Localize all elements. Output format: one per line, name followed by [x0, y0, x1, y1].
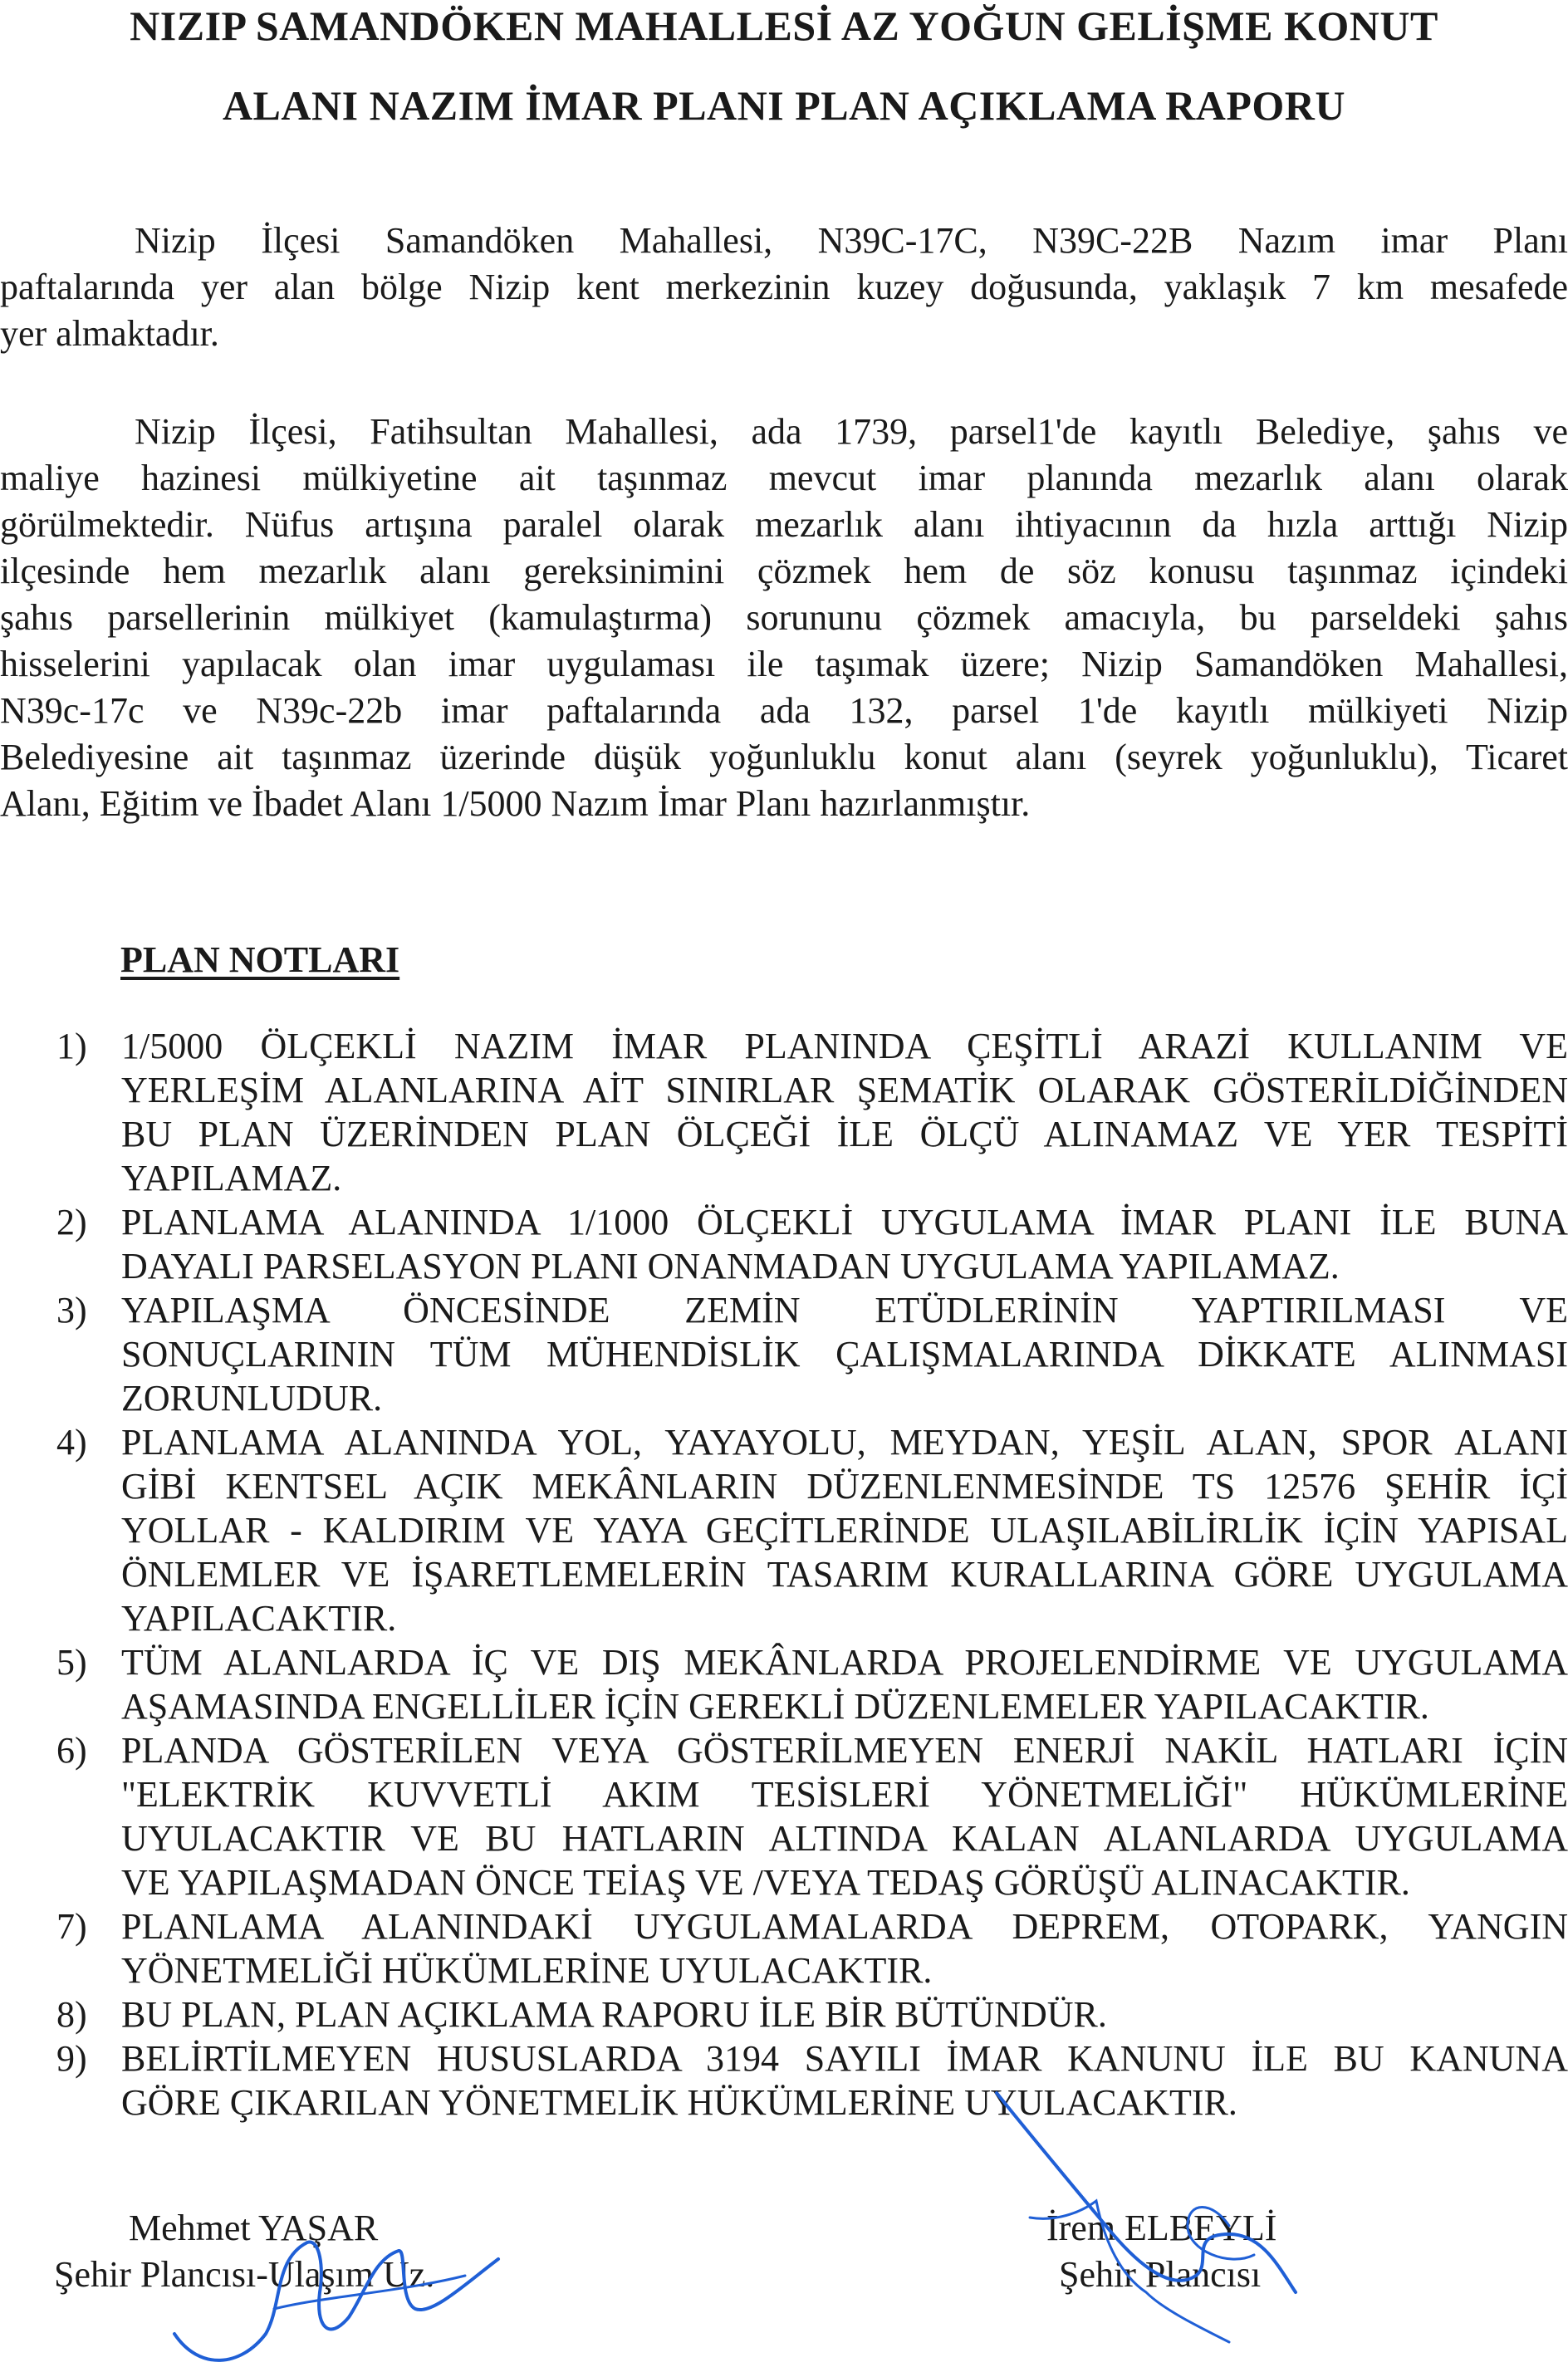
- plan-note-line: PLANLAMA ALANINDA 1/1000 ÖLÇEKLİ UYGULAMA İMAR PLANI İLE BUNA: [121, 1202, 1568, 1242]
- plan-note-line: VE YAPILAŞMADAN ÖNCE TEİAŞ VE /VEYA TEDAŞ GÖRÜŞÜ ALINACAKTIR.: [121, 1862, 1410, 1903]
- signatory-left: [54, 2205, 434, 2298]
- plan-note-line: ÖNLEMLER VE İŞARETLEMELERİN TASARIM KURALLARINA GÖRE UYGULAMA: [121, 1554, 1568, 1595]
- paragraph-line: hisselerini yapılacak olan imar uygulaması ile taşımak üzere; Nizip Samandöken Mahallesi,: [0, 644, 1568, 684]
- paragraph-line: Nizip İlçesi, Fatihsultan Mahallesi, ada 1739, parsel1'de kayıtlı Belediye, şahıs ve: [135, 411, 1568, 452]
- plan-note-number: 2): [56, 1202, 87, 1242]
- plan-note-item: [50, 1024, 1568, 1200]
- plan-note-line: SONUÇLARININ TÜM MÜHENDİSLİK ÇALIŞMALARINDA DİKKATE ALINMASI: [121, 1334, 1568, 1375]
- plan-note-item: [50, 1420, 1568, 1640]
- paragraph-line: ilçesinde hem mezarlık alanı gereksinimini çözmek hem de söz konusu taşınmaz içindeki: [0, 551, 1568, 591]
- paragraph-line: yer almaktadır.: [0, 313, 219, 354]
- plan-note-line: UYULACAKTIR VE BU HATLARIN ALTINDA KALAN ALANLARDA UYGULAMA: [121, 1818, 1568, 1859]
- plan-note-item: [50, 1728, 1568, 1904]
- signatory-name: Mehmet YAŞAR: [129, 2208, 379, 2248]
- plan-note-line: BU PLAN, PLAN AÇIKLAMA RAPORU İLE BİR BÜTÜNDÜR.: [121, 1994, 1107, 2035]
- paragraph-line: maliye hazinesi mülkiyetine ait taşınmaz mevcut imar planında mezarlık alanı olarak: [0, 458, 1568, 498]
- signatory-name: İrem ELBEYLİ: [1046, 2208, 1277, 2248]
- document-title-line-1: NIZIP SAMANDÖKEN MAHALLESİ AZ YOĞUN GELİŞME KONUT: [130, 2, 1438, 49]
- plan-note-line: TÜM ALANLARDA İÇ VE DIŞ MEKÂNLARDA PROJELENDİRME VE UYGULAMA: [121, 1642, 1568, 1683]
- paragraph-line: Nizip İlçesi Samandöken Mahallesi, N39C-17C, N39C-22B Nazım imar Planı: [135, 220, 1568, 261]
- signatory-title: Şehir Plancısı-Ulaşım Uz.: [54, 2254, 435, 2295]
- plan-note-line: PLANLAMA ALANINDAKİ UYGULAMALARDA DEPREM, OTOPARK, YANGIN: [121, 1906, 1568, 1947]
- plan-note-number: 7): [56, 1906, 87, 1947]
- plan-note-line: DAYALI PARSELASYON PLANI ONANMADAN UYGULAMA YAPILAMAZ.: [121, 1246, 1340, 1286]
- plan-note-line: 1/5000 ÖLÇEKLİ NAZIM İMAR PLANINDA ÇEŞİTLİ ARAZİ KULLANIM VE: [121, 1026, 1568, 1066]
- paragraph-line: N39c-17c ve N39c-22b imar paftalarında ada 132, parsel 1'de kayıtlı mülkiyeti Nizip: [0, 690, 1568, 731]
- plan-note-line: BU PLAN ÜZERİNDEN PLAN ÖLÇEĞİ İLE ÖLÇÜ ALINAMAZ VE YER TESPİTİ: [121, 1114, 1568, 1154]
- plan-note-line: YAPILAMAZ.: [121, 1158, 342, 1198]
- paragraph-purpose: [0, 409, 1568, 827]
- plan-note-line: GİBİ KENTSEL AÇIK MEKÂNLARIN DÜZENLENMESİNDE TS 12576 ŞEHİR İÇİ: [121, 1466, 1568, 1507]
- plan-note-line: YOLLAR - KALDIRIM VE YAYA GEÇİTLERİNDE ULAŞILABİLİRLİK İÇİN YAPISAL: [121, 1510, 1568, 1551]
- plan-note-item: [50, 2036, 1568, 2125]
- paragraph-line: şahıs parsellerinin mülkiyet (kamulaştırma) sorununu çözmek amacıyla, bu parseldeki şahıs: [0, 597, 1568, 638]
- plan-note-line: YERLEŞİM ALANLARINA AİT SINIRLAR ŞEMATİK OLARAK GÖSTERİLDİĞİNDEN: [121, 1070, 1568, 1110]
- paragraph-location: [0, 218, 1568, 357]
- plan-note-line: PLANLAMA ALANINDA YOL, YAYAYOLU, MEYDAN, YEŞİL ALAN, SPOR ALANI: [121, 1422, 1568, 1463]
- plan-note-item: [50, 1992, 1568, 2036]
- plan-note-number: 5): [56, 1642, 87, 1683]
- plan-note-item: [50, 1288, 1568, 1420]
- plan-note-line: BELİRTİLMEYEN HUSUSLARDA 3194 SAYILI İMAR KANUNU İLE BU KANUNA: [121, 2038, 1568, 2079]
- paragraph-line: Alanı, Eğitim ve İbadet Alanı 1/5000 Nazım İmar Planı hazırlanmıştır.: [0, 783, 1031, 824]
- plan-note-number: 9): [56, 2038, 87, 2079]
- plan-note-number: 6): [56, 1730, 87, 1771]
- plan-notes-list: [50, 1024, 1568, 2125]
- signatory-right: [1038, 2205, 1276, 2298]
- document-title-line-2: ALANI NAZIM İMAR PLANI PLAN AÇIKLAMA RAPORU: [222, 82, 1346, 129]
- plan-note-line: ZORUNLUDUR.: [121, 1378, 383, 1419]
- plan-note-line: PLANDA GÖSTERİLEN VEYA GÖSTERİLMEYEN ENERJİ NAKİL HATLARI İÇİN: [121, 1730, 1568, 1771]
- plan-note-number: 4): [56, 1422, 87, 1463]
- plan-note-line: "ELEKTRİK KUVVETLİ AKIM TESİSLERİ YÖNETMELİĞİ" HÜKÜMLERİNE: [121, 1774, 1568, 1815]
- plan-note-line: AŞAMASINDA ENGELLİLER İÇİN GEREKLİ DÜZENLEMELER YAPILACAKTIR.: [121, 1686, 1429, 1727]
- plan-note-item: [50, 1640, 1568, 1728]
- plan-note-item: [50, 1904, 1568, 1992]
- paragraph-line: Belediyesine ait taşınmaz üzerinde düşük yoğunluklu konut alanı (seyrek yoğunluklu), Ticaret: [0, 737, 1568, 777]
- paragraph-line: paftalarında yer alan bölge Nizip kent merkezinin kuzey doğusunda, yaklaşık 7 km mesafede: [0, 267, 1568, 307]
- plan-note-item: [50, 1200, 1568, 1288]
- plan-note-number: 3): [56, 1290, 87, 1331]
- plan-note-number: 1): [56, 1026, 87, 1066]
- plan-note-line: YÖNETMELİĞİ HÜKÜMLERİNE UYULACAKTIR.: [121, 1950, 933, 1991]
- plan-note-line: YAPILAŞMA ÖNCESİNDE ZEMİN ETÜDLERİNİN YAPTIRILMASI VE: [121, 1290, 1568, 1331]
- plan-notes-heading: PLAN NOTLARI: [120, 939, 400, 980]
- plan-note-line: YAPILACAKTIR.: [121, 1598, 397, 1639]
- plan-note-line: GÖRE ÇIKARILAN YÖNETMELİK HÜKÜMLERİNE UYULACAKTIR.: [121, 2082, 1237, 2123]
- plan-note-number: 8): [56, 1994, 87, 2035]
- signatory-title: Şehir Plancısı: [1059, 2254, 1262, 2295]
- paragraph-line: görülmektedir. Nüfus artışına paralel olarak mezarlık alanı ihtiyacının da hızla arttığı Nizip: [0, 504, 1568, 545]
